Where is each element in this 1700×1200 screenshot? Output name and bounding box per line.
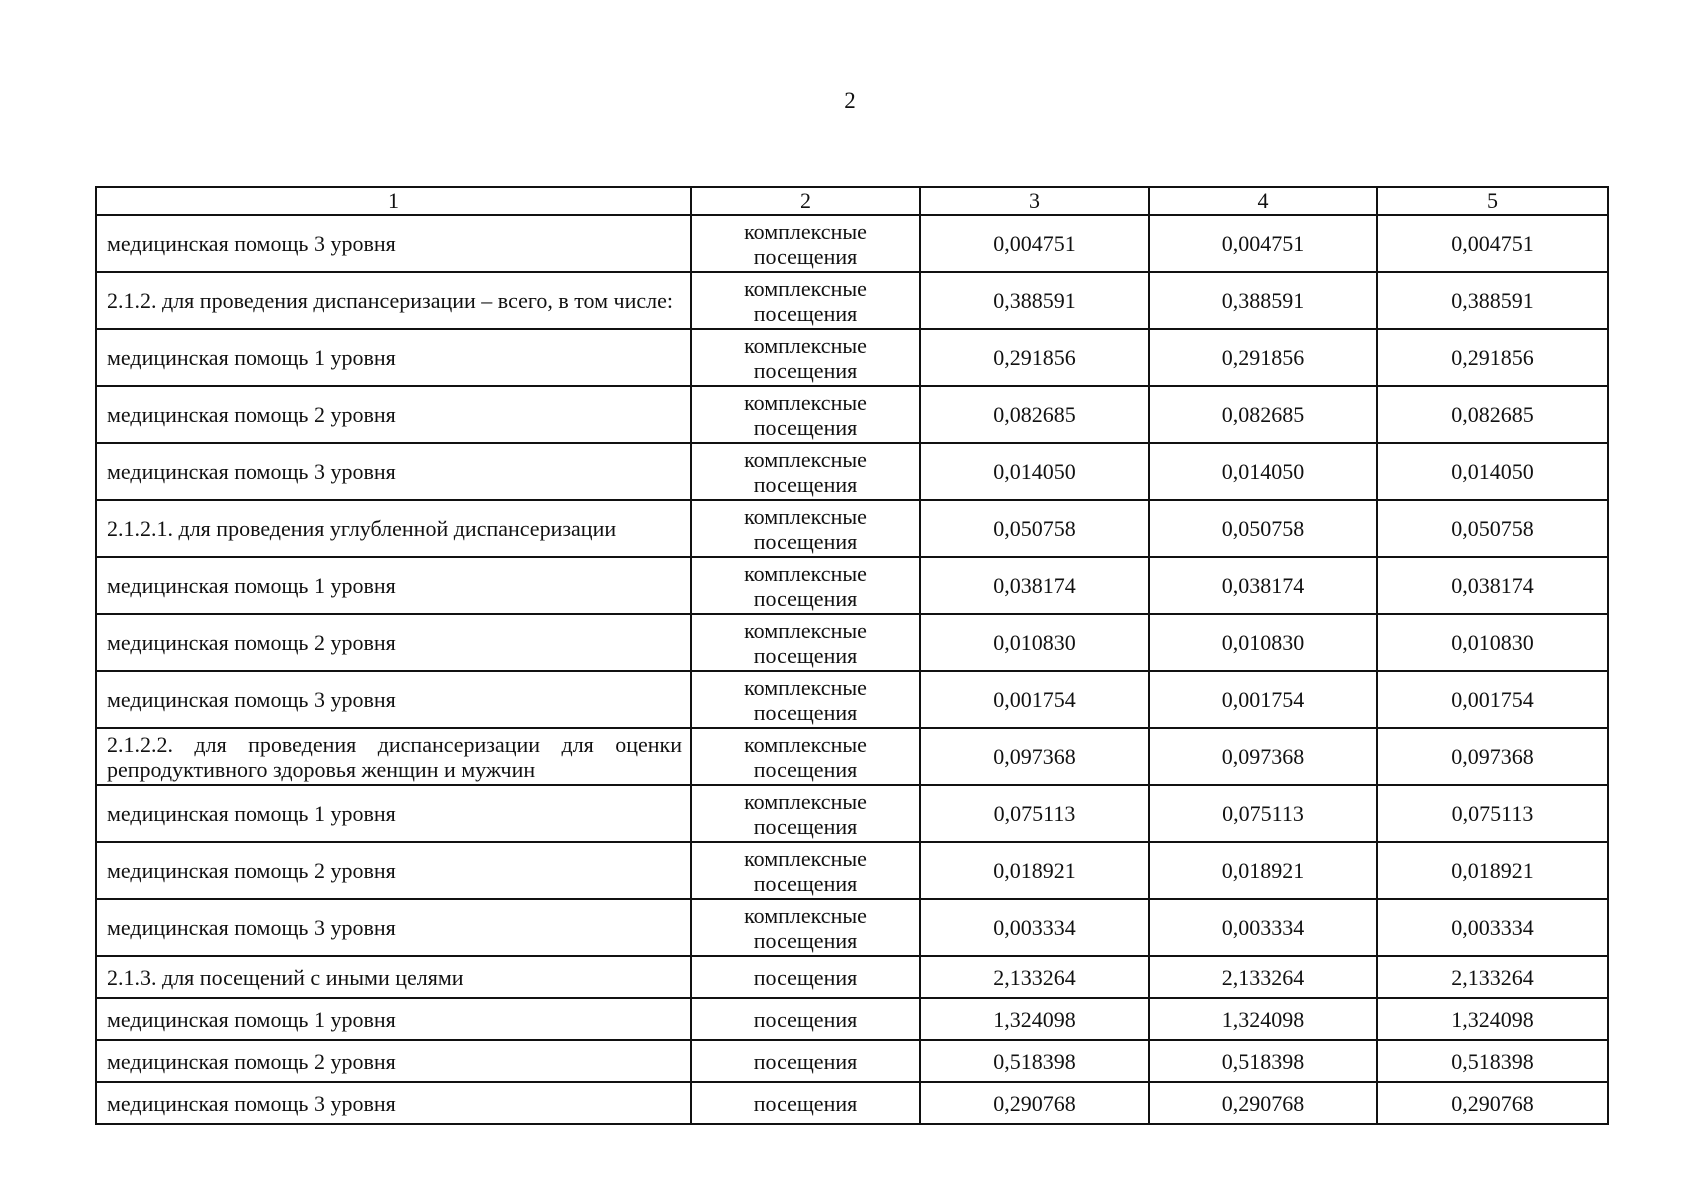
unit-cell: посещения (691, 1082, 920, 1124)
unit-cell: посещения (691, 956, 920, 998)
value-cell-col5: 0,291856 (1377, 329, 1608, 386)
value-cell-col5: 2,133264 (1377, 956, 1608, 998)
unit-cell: посещения (691, 1040, 920, 1082)
value-cell-col5: 1,324098 (1377, 998, 1608, 1040)
value-cell-col5: 0,004751 (1377, 215, 1608, 272)
unit-cell: комплексные посещения (691, 842, 920, 899)
column-header: 3 (920, 187, 1149, 215)
value-cell-col3: 0,097368 (920, 728, 1149, 785)
unit-cell: комплексные посещения (691, 785, 920, 842)
column-header: 4 (1149, 187, 1377, 215)
table-row (96, 386, 1608, 443)
unit-cell: комплексные посещения (691, 500, 920, 557)
value-cell-col5: 0,010830 (1377, 614, 1608, 671)
row-name-cell: медицинская помощь 2 уровня (96, 842, 691, 899)
column-header: 2 (691, 187, 920, 215)
data-table (95, 186, 1609, 1125)
row-name-cell: медицинская помощь 1 уровня (96, 785, 691, 842)
row-name-cell: 2.1.2.2. для проведения диспансеризации для оценки репродуктивного здоровья женщин и мужчин (96, 728, 691, 785)
value-cell-col5: 0,014050 (1377, 443, 1608, 500)
table-row (96, 998, 1608, 1040)
table-row (96, 557, 1608, 614)
value-cell-col3: 0,050758 (920, 500, 1149, 557)
value-cell-col4: 0,388591 (1149, 272, 1377, 329)
table-row (96, 728, 1608, 785)
row-name-cell: медицинская помощь 1 уровня (96, 998, 691, 1040)
value-cell-col4: 0,290768 (1149, 1082, 1377, 1124)
value-cell-col4: 1,324098 (1149, 998, 1377, 1040)
value-cell-col3: 0,014050 (920, 443, 1149, 500)
value-cell-col3: 1,324098 (920, 998, 1149, 1040)
value-cell-col4: 0,518398 (1149, 1040, 1377, 1082)
unit-cell: посещения (691, 998, 920, 1040)
row-name-cell: медицинская помощь 3 уровня (96, 215, 691, 272)
value-cell-col3: 0,038174 (920, 557, 1149, 614)
value-cell-col5: 0,075113 (1377, 785, 1608, 842)
row-name-cell: медицинская помощь 3 уровня (96, 899, 691, 956)
value-cell-col3: 0,388591 (920, 272, 1149, 329)
table-row (96, 272, 1608, 329)
row-name-cell: медицинская помощь 3 уровня (96, 671, 691, 728)
value-cell-col5: 0,082685 (1377, 386, 1608, 443)
table-row (96, 500, 1608, 557)
value-cell-col3: 0,518398 (920, 1040, 1149, 1082)
unit-cell: комплексные посещения (691, 671, 920, 728)
value-cell-col4: 2,133264 (1149, 956, 1377, 998)
unit-cell: комплексные посещения (691, 215, 920, 272)
unit-cell: комплексные посещения (691, 329, 920, 386)
value-cell-col3: 0,018921 (920, 842, 1149, 899)
row-name-cell: медицинская помощь 1 уровня (96, 329, 691, 386)
row-name-cell: медицинская помощь 3 уровня (96, 1082, 691, 1124)
value-cell-col5: 0,001754 (1377, 671, 1608, 728)
table-row (96, 329, 1608, 386)
value-cell-col3: 0,082685 (920, 386, 1149, 443)
unit-cell: комплексные посещения (691, 728, 920, 785)
value-cell-col3: 0,001754 (920, 671, 1149, 728)
table-row (96, 785, 1608, 842)
value-cell-col4: 0,050758 (1149, 500, 1377, 557)
table-row (96, 443, 1608, 500)
table-header-row (96, 187, 1608, 215)
row-name-cell: 2.1.2.1. для проведения углубленной диспансеризации (96, 500, 691, 557)
value-cell-col5: 0,518398 (1377, 1040, 1608, 1082)
unit-cell: комплексные посещения (691, 899, 920, 956)
unit-cell: комплексные посещения (691, 614, 920, 671)
column-header: 1 (96, 187, 691, 215)
value-cell-col3: 0,010830 (920, 614, 1149, 671)
value-cell-col4: 0,291856 (1149, 329, 1377, 386)
value-cell-col4: 0,004751 (1149, 215, 1377, 272)
row-name-cell: 2.1.3. для посещений с иными целями (96, 956, 691, 998)
value-cell-col4: 0,014050 (1149, 443, 1377, 500)
table-row (96, 899, 1608, 956)
value-cell-col4: 0,001754 (1149, 671, 1377, 728)
value-cell-col3: 2,133264 (920, 956, 1149, 998)
page-number: 2 (844, 88, 856, 113)
value-cell-col4: 0,038174 (1149, 557, 1377, 614)
row-name-cell: медицинская помощь 2 уровня (96, 386, 691, 443)
value-cell-col4: 0,010830 (1149, 614, 1377, 671)
row-name-cell: медицинская помощь 3 уровня (96, 443, 691, 500)
table-row (96, 1082, 1608, 1124)
value-cell-col4: 0,018921 (1149, 842, 1377, 899)
value-cell-col3: 0,004751 (920, 215, 1149, 272)
table-row (96, 842, 1608, 899)
value-cell-col5: 0,050758 (1377, 500, 1608, 557)
value-cell-col3: 0,003334 (920, 899, 1149, 956)
unit-cell: комплексные посещения (691, 443, 920, 500)
value-cell-col4: 0,082685 (1149, 386, 1377, 443)
value-cell-col5: 0,018921 (1377, 842, 1608, 899)
unit-cell: комплексные посещения (691, 272, 920, 329)
row-name-cell: 2.1.2. для проведения диспансеризации – всего, в том числе: (96, 272, 691, 329)
value-cell-col5: 0,097368 (1377, 728, 1608, 785)
unit-cell: комплексные посещения (691, 557, 920, 614)
value-cell-col3: 0,075113 (920, 785, 1149, 842)
row-name-cell: медицинская помощь 2 уровня (96, 614, 691, 671)
unit-cell: комплексные посещения (691, 386, 920, 443)
value-cell-col3: 0,291856 (920, 329, 1149, 386)
table-row (96, 614, 1608, 671)
table-row (96, 215, 1608, 272)
value-cell-col3: 0,290768 (920, 1082, 1149, 1124)
row-name-cell: медицинская помощь 2 уровня (96, 1040, 691, 1082)
row-name-cell: медицинская помощь 1 уровня (96, 557, 691, 614)
value-cell-col5: 0,290768 (1377, 1082, 1608, 1124)
table-row (96, 1040, 1608, 1082)
value-cell-col4: 0,003334 (1149, 899, 1377, 956)
column-header: 5 (1377, 187, 1608, 215)
value-cell-col5: 0,003334 (1377, 899, 1608, 956)
table-row (96, 956, 1608, 998)
value-cell-col5: 0,038174 (1377, 557, 1608, 614)
value-cell-col4: 0,075113 (1149, 785, 1377, 842)
value-cell-col5: 0,388591 (1377, 272, 1608, 329)
value-cell-col4: 0,097368 (1149, 728, 1377, 785)
table-row (96, 671, 1608, 728)
